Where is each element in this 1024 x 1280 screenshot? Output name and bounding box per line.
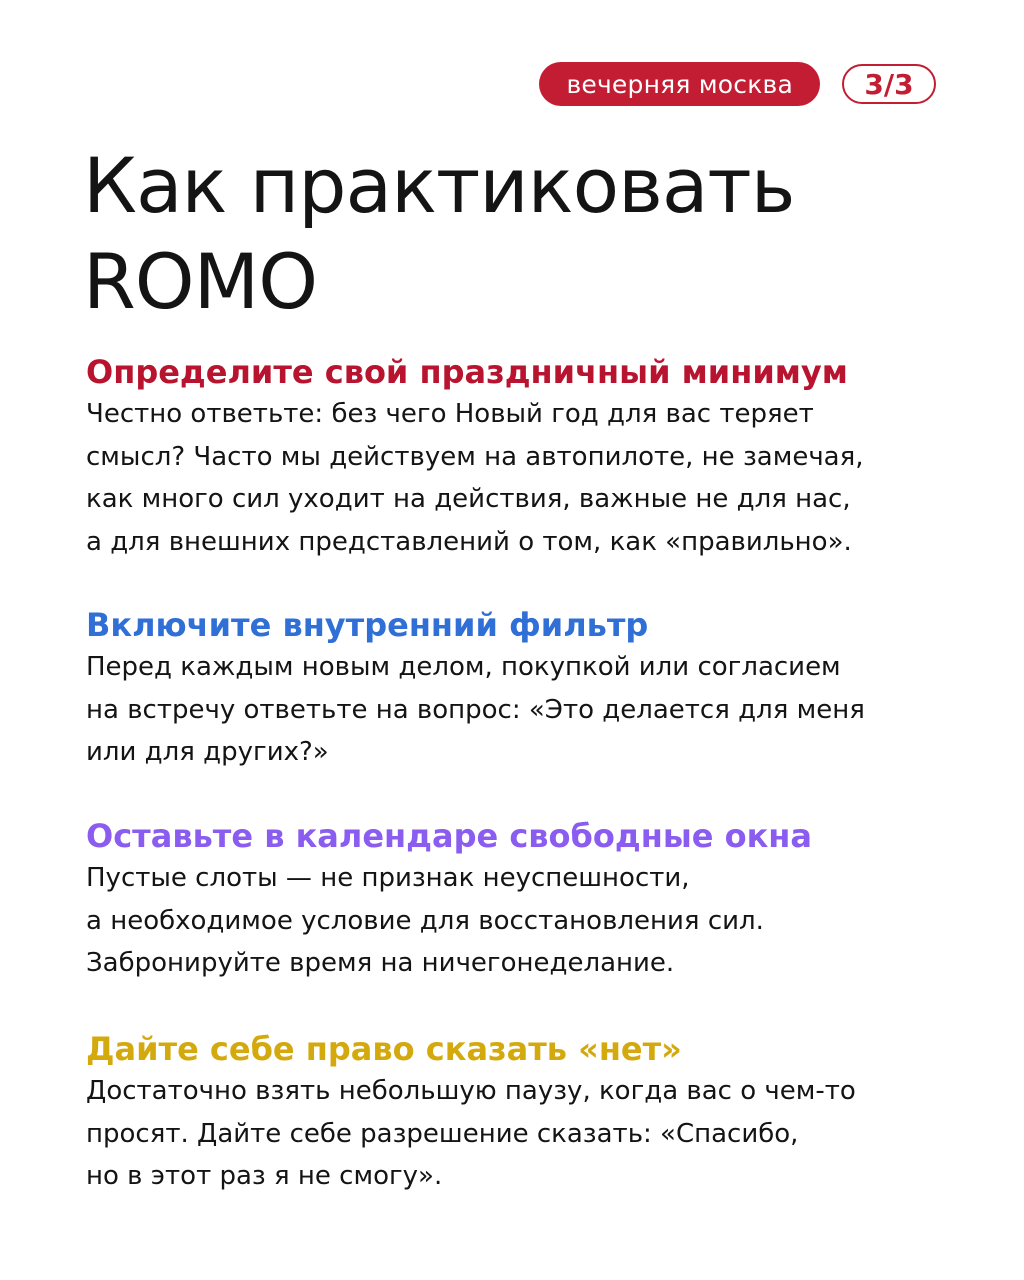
body-line: на встречу ответьте на вопрос: «Это делается для меня [86, 694, 865, 725]
section-heading: Дайте себе право сказать «нет» [86, 1030, 682, 1068]
section-body [86, 857, 986, 985]
body-line: а для внешних представлений о том, как «правильно». [86, 526, 852, 557]
tip-section-holiday-minimum [86, 351, 986, 563]
section-heading: Включите внутренний фильтр [86, 606, 649, 644]
page-indicator: 3/3 [842, 64, 936, 104]
brand-badge: вечерняя москва [539, 62, 820, 106]
body-line: Перед каждым новым делом, покупкой или согласием [86, 652, 841, 682]
section-body [86, 393, 986, 563]
page-title [83, 138, 963, 330]
section-body [86, 646, 986, 774]
body-line: но в этот раз я не смогу». [86, 1161, 443, 1191]
body-line: Честно ответьте: без чего Новый год для вас теряет [86, 399, 814, 429]
section-heading: Оставьте в календаре свободные окна [86, 817, 812, 855]
body-line: Пустые слоты — не признак неуспешности, [86, 863, 690, 893]
body-line: как много сил уходит на действия, важные не для нас, [86, 484, 851, 514]
body-line: Достаточно взять небольшую паузу, когда вас о чем-то [86, 1076, 856, 1106]
tip-section-say-no [86, 1028, 986, 1198]
body-line: смысл? Часто мы действуем на автопилоте, не замечая, [86, 441, 864, 472]
tip-section-inner-filter [86, 604, 986, 774]
page-title-line: ROMO [83, 237, 318, 326]
section-body [86, 1070, 986, 1198]
body-line: просят. Дайте себе разрешение сказать: «Спасибо, [86, 1118, 799, 1149]
body-line: Забронируйте время на ничегонеделание. [86, 948, 675, 978]
section-heading: Определите свой праздничный минимум [86, 353, 848, 391]
header [539, 62, 936, 106]
page-title-line: Как практиковать [83, 141, 795, 230]
tip-section-free-windows [86, 815, 986, 985]
body-line: или для других?» [86, 737, 329, 767]
body-line: а необходимое условие для восстановления сил. [86, 905, 764, 936]
